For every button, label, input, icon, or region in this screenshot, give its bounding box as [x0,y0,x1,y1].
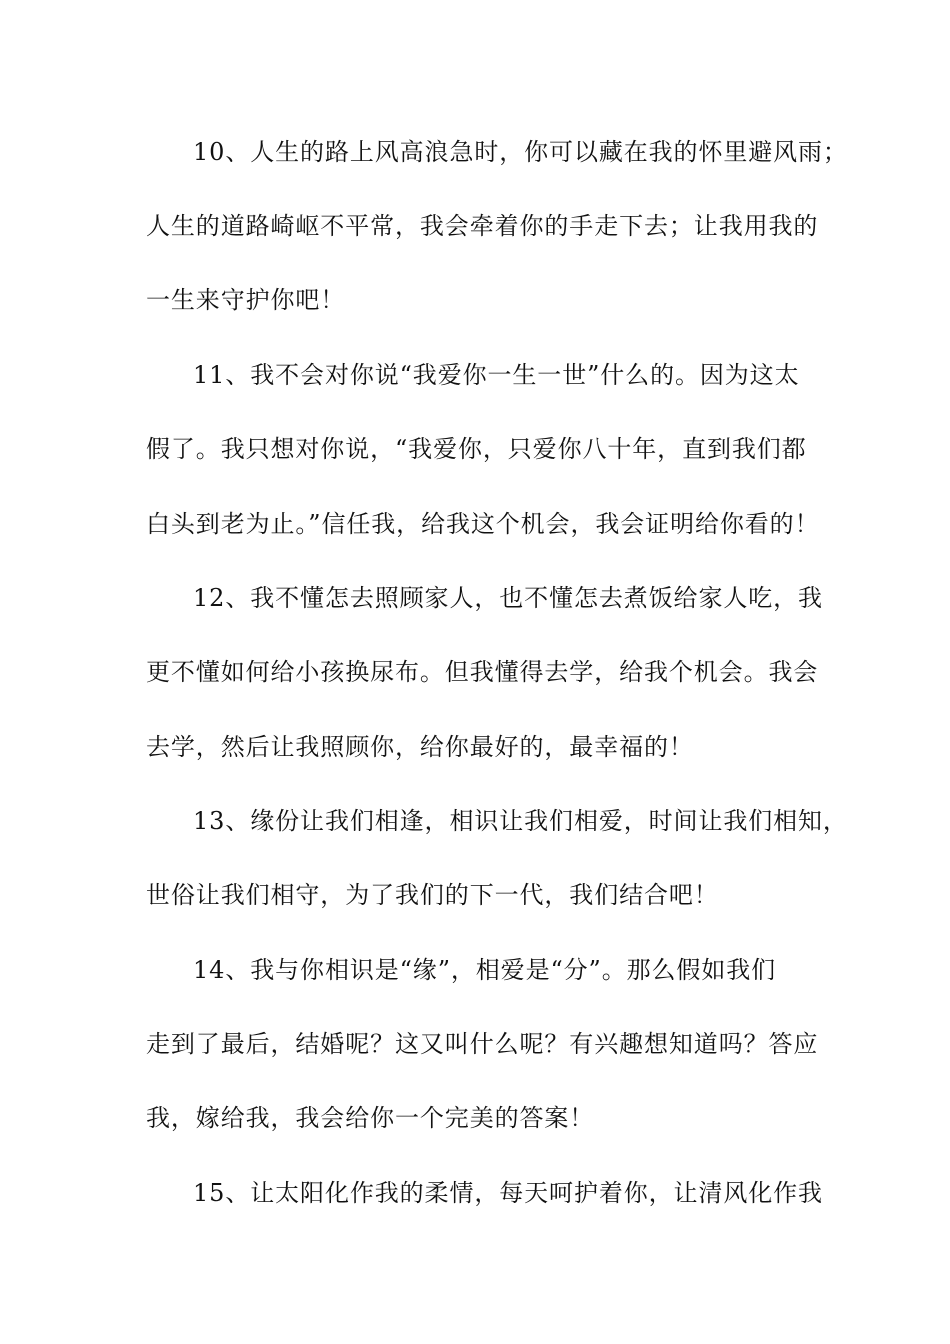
paragraph-11-line-3: 白头到老为止。”信任我，给我这个机会，我会证明给你看的！ [146,510,820,538]
paragraph-15-line-1: 15、让太阳化作我的柔情，每天呵护着你，让清风化作我 [193,1179,823,1207]
paragraph-14-line-2: 走到了最后，结婚呢？这又叫什么呢？有兴趣想知道吗？答应 [146,1030,819,1058]
paragraph-12-line-1: 12、我不懂怎去照顾家人，也不懂怎去煮饭给家人吃，我 [193,584,823,612]
paragraph-13-line-2: 世俗让我们相守，为了我们的下一代，我们结合吧！ [146,881,719,909]
paragraph-10-line-2: 人生的道路崎岖不平常，我会牵着你的手走下去；让我用我的 [146,212,819,240]
paragraph-13-line-1: 13、缘份让我们相逢，相识让我们相爱，时间让我们相知， [193,807,848,835]
paragraph-14-line-1: 14、我与你相识是“缘”，相爱是“分”。那么假如我们 [193,956,777,984]
paragraph-10-line-3: 一生来守护你吧！ [146,286,346,314]
paragraph-10-line-1: 10、人生的路上风高浪急时，你可以藏在我的怀里避风雨； [193,138,848,166]
paragraph-12-line-3: 去学，然后让我照顾你，给你最好的，最幸福的！ [146,733,694,761]
paragraph-11-line-1: 11、我不会对你说“我爱你一生一世”什么的。因为这太 [193,361,800,389]
paragraph-12-line-2: 更不懂如何给小孩换尿布。但我懂得去学，给我个机会。我会 [146,658,819,686]
paragraph-14-line-3: 我，嫁给我，我会给你一个完美的答案！ [146,1104,595,1132]
paragraph-11-line-2: 假了。我只想对你说，“我爱你，只爱你八十年，直到我们都 [146,435,807,463]
